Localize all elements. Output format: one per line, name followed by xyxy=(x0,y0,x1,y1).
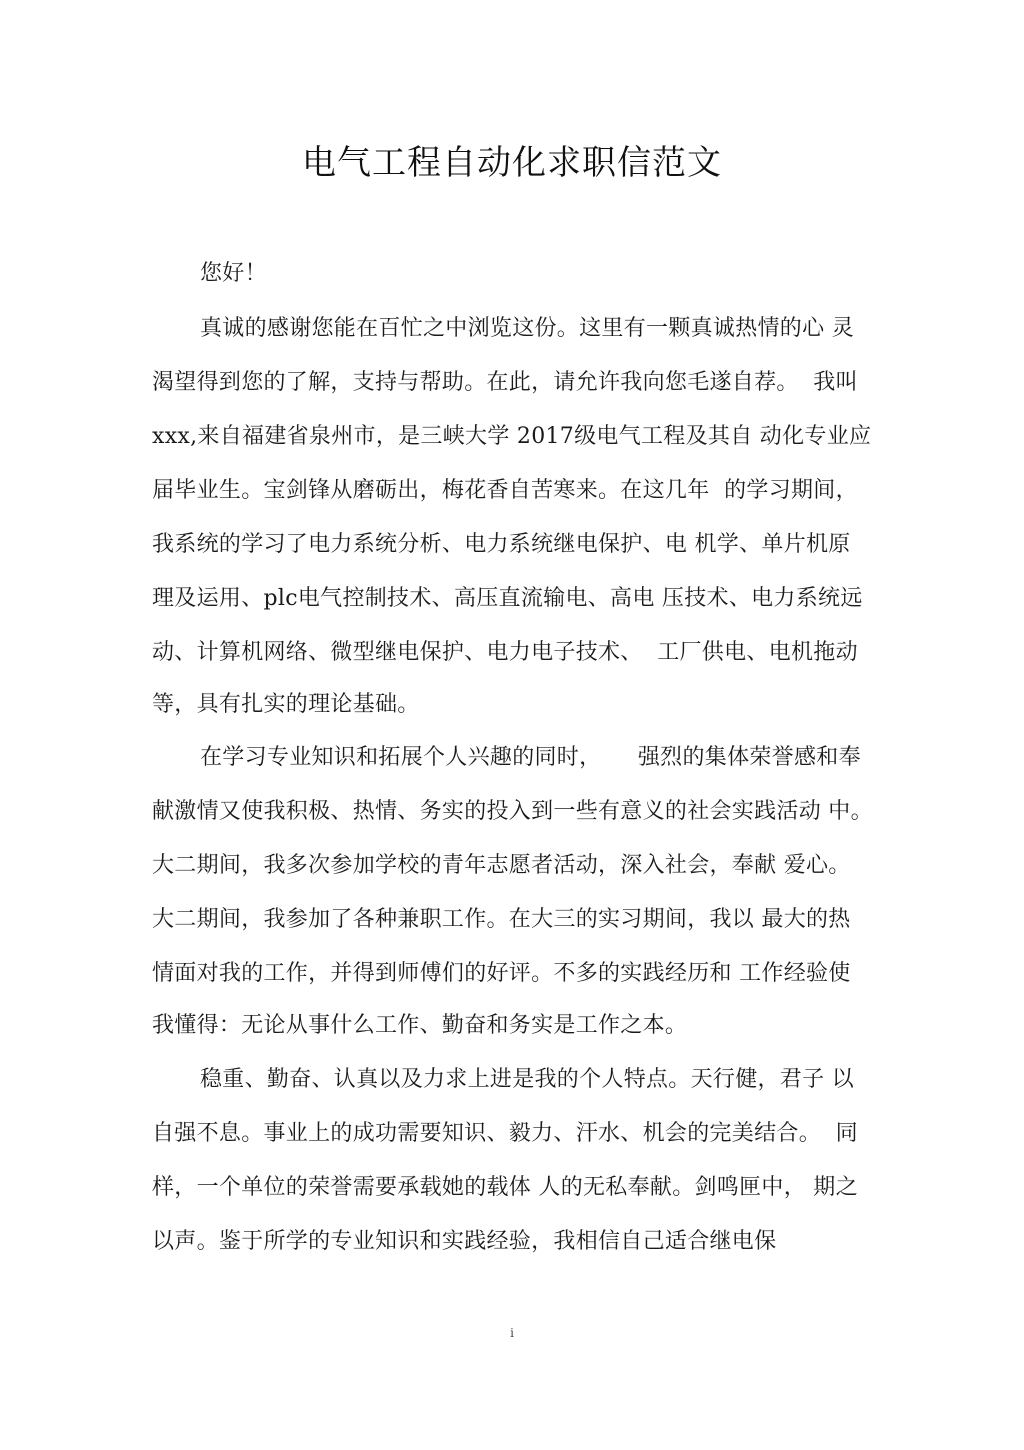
paragraph-2-line: 在学习专业知识和拓展个人兴趣的同时， 强烈的集体荣誉感和奉 xyxy=(200,745,861,770)
paragraph-3-line: 以声。鉴于所学的专业知识和实践经验，我相信自己适合继电保 xyxy=(152,1229,777,1254)
greeting: 您好！ xyxy=(200,261,267,286)
paragraph-2-line: 献激情又使我积极、热情、务实的投入到一些有意义的社会实践活动 中。 xyxy=(152,799,873,824)
paragraph-2-line: 情面对我的工作，并得到师傅们的好评。不多的实践经历和 工作经验使 xyxy=(152,961,851,986)
page-number: i xyxy=(510,1326,514,1340)
document-title: 电气工程自动化求职信范文 xyxy=(302,143,722,183)
paragraph-1-line: 等，具有扎实的理论基础。 xyxy=(152,692,420,717)
paragraph-2-line: 我懂得：无论从事什么工作、勤奋和务实是工作之本。 xyxy=(152,1013,688,1038)
paragraph-1-line: 理及运用、plc电气控制技术、高压直流输电、高电 压技术、电力系统远 xyxy=(152,586,863,611)
paragraph-1-line: xxx,来自福建省泉州市，是三峡大学 2017级电气工程及其自 动化专业应 xyxy=(152,424,872,449)
paragraph-2-line: 大二期间，我参加了各种兼职工作。在大三的实习期间，我以 最大的热 xyxy=(152,907,851,932)
paragraph-3-line: 自强不息。事业上的成功需要知识、毅力、汗水、机会的完美结合。 同 xyxy=(152,1121,858,1146)
paragraph-1-line: 渴望得到您的了解，支持与帮助。在此，请允许我向您毛遂自荐。 我叫 xyxy=(152,370,858,395)
paragraph-3-line: 样，一个单位的荣誉需要承载她的载体 人的无私奉献。剑鸣匣中， 期之 xyxy=(152,1175,858,1200)
paragraph-1-line: 届毕业生。宝剑锋从磨砺出，梅花香自苦寒来。在这几年 的学习期间， xyxy=(152,478,858,503)
paragraph-2-line: 大二期间，我多次参加学校的青年志愿者活动，深入社会，奉献 爱心。 xyxy=(152,853,851,878)
paragraph-1-line: 动、计算机网络、微型继电保护、电力电子技术、 工厂供电、电机拖动 xyxy=(152,640,858,665)
paragraph-3-line: 稳重、勤奋、认真以及力求上进是我的个人特点。天行健，君子 以 xyxy=(200,1067,854,1092)
paragraph-1-line: 我系统的学习了电力系统分析、电力系统继电保护、电 机学、单片机原 xyxy=(152,532,851,557)
paragraph-1-line: 真诚的感谢您能在百忙之中浏览这份。这里有一颗真诚热情的心 灵 xyxy=(200,316,854,341)
